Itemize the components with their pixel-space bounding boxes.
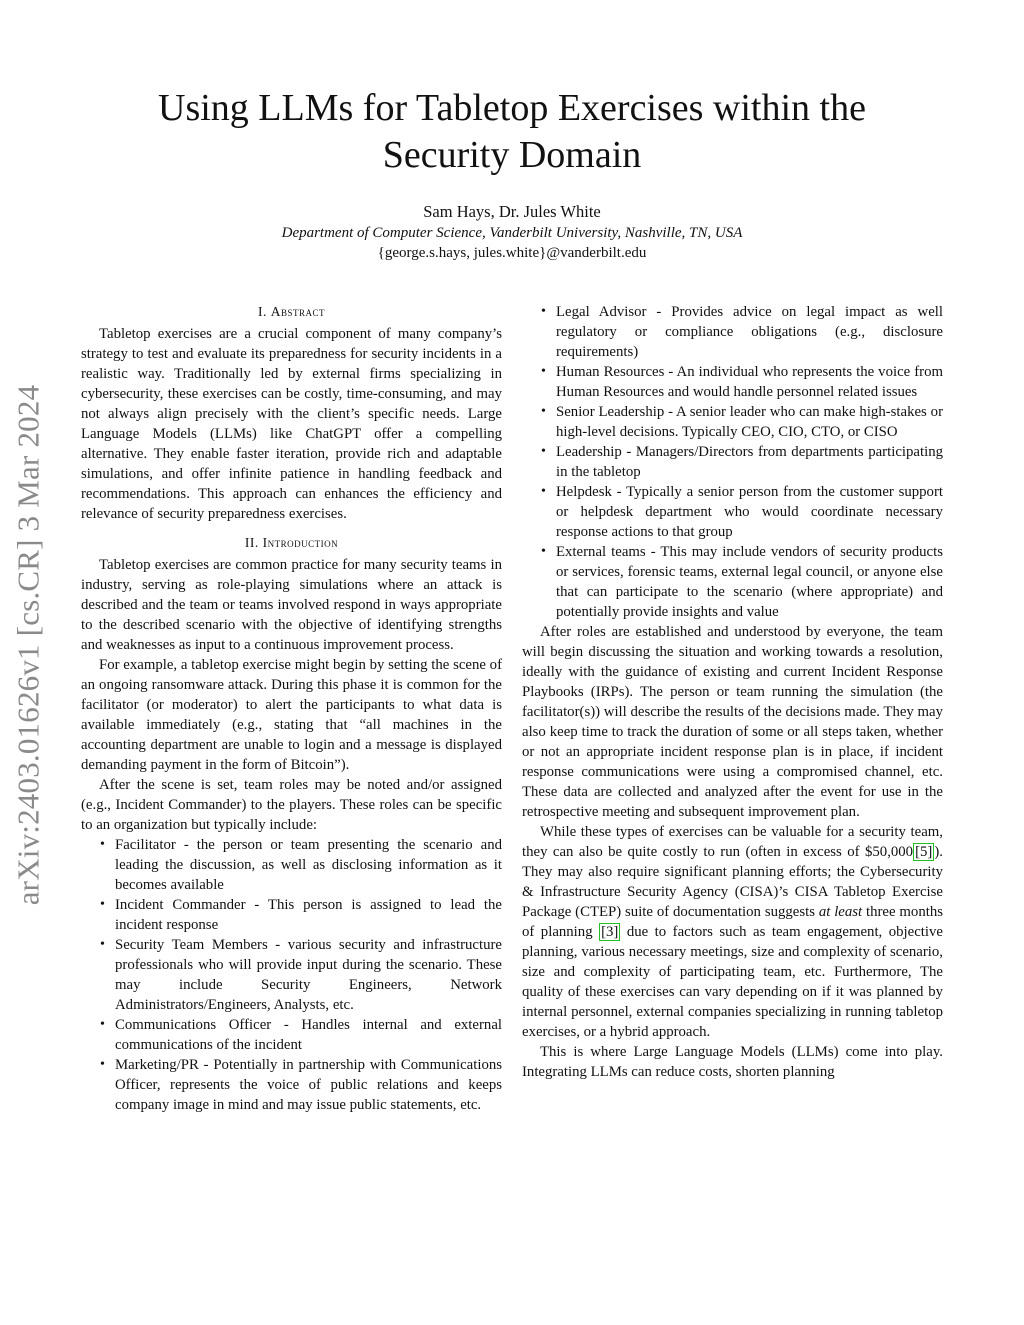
list-item: • Facilitator - the person or team presenting the scenario and leading the discussion, as well as disclosing information as it becomes available xyxy=(100,837,502,893)
list-item: • Helpdesk - Typically a senior person from the customer support or helpdesk department who would coordinate necessary response actions to that group xyxy=(541,484,943,540)
roles-list xyxy=(81,835,502,1115)
bullet-icon: • xyxy=(541,544,546,559)
intro-paragraph-2: For example, a tabletop exercise might begin by setting the scene of an ongoing ransomware attack. During this phase it is common for the facilitator (or moderator) to alert the participants to what data is available immediately (e.g., stating that “all machines in the accounting department are unable to login and a message is displayed demanding payment in the form of Bitcoin”). xyxy=(81,657,502,773)
introduction-heading xyxy=(81,533,502,553)
citation-link-3[interactable]: [3] xyxy=(601,924,619,940)
section-title: Abstract xyxy=(270,304,325,319)
intro-paragraph-6: This is where Large Language Models (LLMs) come into play. Integrating LLMs can reduce costs, shorten planning xyxy=(522,1044,943,1080)
affiliation: Department of Computer Science, Vanderbilt University, Nashville, TN, USA xyxy=(281,225,743,241)
bullet-icon: • xyxy=(541,404,546,419)
bullet-icon: • xyxy=(541,484,546,499)
left-column xyxy=(81,302,502,1115)
section-number: II. xyxy=(244,535,263,550)
intro-paragraph-4: After roles are established and understood by everyone, the team will begin discussing the situation and working towards a resolution, ideally with the guidance of existing and current Incident Response Playbooks (IRPs). The person or team running the simulation (the facilitator(s)) will describe the results of the decisions made. They may also keep time to track the duration of some or all steps taken, whether or not an appropriate incident response plan is in place, if incident response communications were using a compromised channel, etc. These data are collected and analyzed after the event for use in the retrospective meeting and subsequent improvement plan. xyxy=(522,624,943,820)
intro-paragraph-1: Tabletop exercises are common practice for many security teams in industry, serving as role-playing simulations where an attack is described and the team or teams involved respond in ways appropriate to the described scenario with the objective of identifying strengths and weaknesses as input to a continuous improvement process. xyxy=(81,557,502,653)
paper-title: Using LLMs for Tabletop Exercises within the Security Domain xyxy=(158,87,866,176)
bullet-icon: • xyxy=(541,364,546,379)
author-list: Sam Hays, Dr. Jules White xyxy=(423,202,601,221)
list-item: • Communications Officer - Handles internal and external communications of the incident xyxy=(100,1017,502,1053)
list-item: • Legal Advisor - Provides advice on legal impact as well regulatory or compliance obligations (e.g., disclosure requirements) xyxy=(541,304,943,360)
citation-link-5[interactable]: [5] xyxy=(915,844,933,860)
list-item: • Marketing/PR - Potentially in partnership with Communications Officer, represents the voice of public relations and keeps company image in mind and may issue public statements, etc. xyxy=(100,1057,502,1113)
bullet-icon: • xyxy=(100,1017,105,1032)
list-item: • Human Resources - An individual who represents the voice from Human Resources and would handle personnel related issues xyxy=(541,364,943,400)
list-item: • Senior Leadership - A senior leader who can make high-stakes or high-level decisions. Typically CEO, CIO, CTO, or CISO xyxy=(541,404,943,440)
list-item: • Security Team Members - various security and infrastructure professionals who will provide input during the scenario. These may include Security Engineers, Network Administrators/Engineers, Analysts, etc. xyxy=(100,937,502,1013)
arxiv-identifier xyxy=(8,355,48,935)
intro-paragraph-3: After the scene is set, team roles may be noted and/or assigned (e.g., Incident Commander) to the players. These roles can be specific to an organization but typically include: xyxy=(81,777,502,833)
author-emails: {george.s.hays, jules.white}@vanderbilt.edu xyxy=(377,245,647,261)
list-item: • Leadership - Managers/Directors from departments participating in the tabletop xyxy=(541,444,943,480)
arxiv-id-text: arXiv:2403.01626v1 [cs.CR] 3 Mar 2024 xyxy=(10,384,46,906)
bullet-icon: • xyxy=(541,304,546,319)
bullet-icon: • xyxy=(100,937,105,952)
right-column xyxy=(522,302,943,1082)
section-title: Introduction xyxy=(262,535,339,550)
bullet-icon: • xyxy=(100,1057,105,1072)
intro-paragraph-5: While these types of exercises can be valuable for a security team, they can also be quite costly to run (often in excess of $50,000 [5] ). They may also require significant planning efforts; the Cybersecurity & Infrastructure Security Agency (CISA)’s CISA Tabletop Exercise Package (CTEP) suite of documentation suggests at least three months of planning [3] due to factors such as team engagement, objective planning, various necessary meetings, size and complexity of scenario, size and complexity of participating team, etc. Furthermore, The quality of these exercises can vary depending on if it was planned by internal personnel, external companies specializing in running tabletop exercises, or a hybrid approach. xyxy=(522,824,943,1040)
abstract-text: Tabletop exercises are a crucial component of many company’s strategy to test and evaluate its preparedness for security incidents in a realistic way. Traditionally led by external firms specializing in cybersecurity, these exercises can be costly, time-consuming, and may not always align precisely with the client’s specific needs. Large Language Models (LLMs) like ChatGPT offer a compelling alternative. They enable faster iteration, provide rich and adaptable simulations, and offer infinite patience in handling feedback and recommendations. This approach can enhances the efficiency and relevance of security preparedness exercises. xyxy=(81,326,502,522)
roles-list-continued xyxy=(522,302,943,622)
bullet-icon: • xyxy=(100,897,105,912)
list-item: • Incident Commander - This person is assigned to lead the incident response xyxy=(100,897,502,933)
bullet-icon: • xyxy=(541,444,546,459)
section-number: I. xyxy=(257,304,271,319)
bullet-icon: • xyxy=(100,837,105,852)
abstract-heading xyxy=(81,302,502,322)
list-item: • External teams - This may include vendors of security products or services, forensic teams, external legal council, or anyone else that can participate to the scenario (where appropriate) and potentially provide insights and value xyxy=(541,544,943,620)
